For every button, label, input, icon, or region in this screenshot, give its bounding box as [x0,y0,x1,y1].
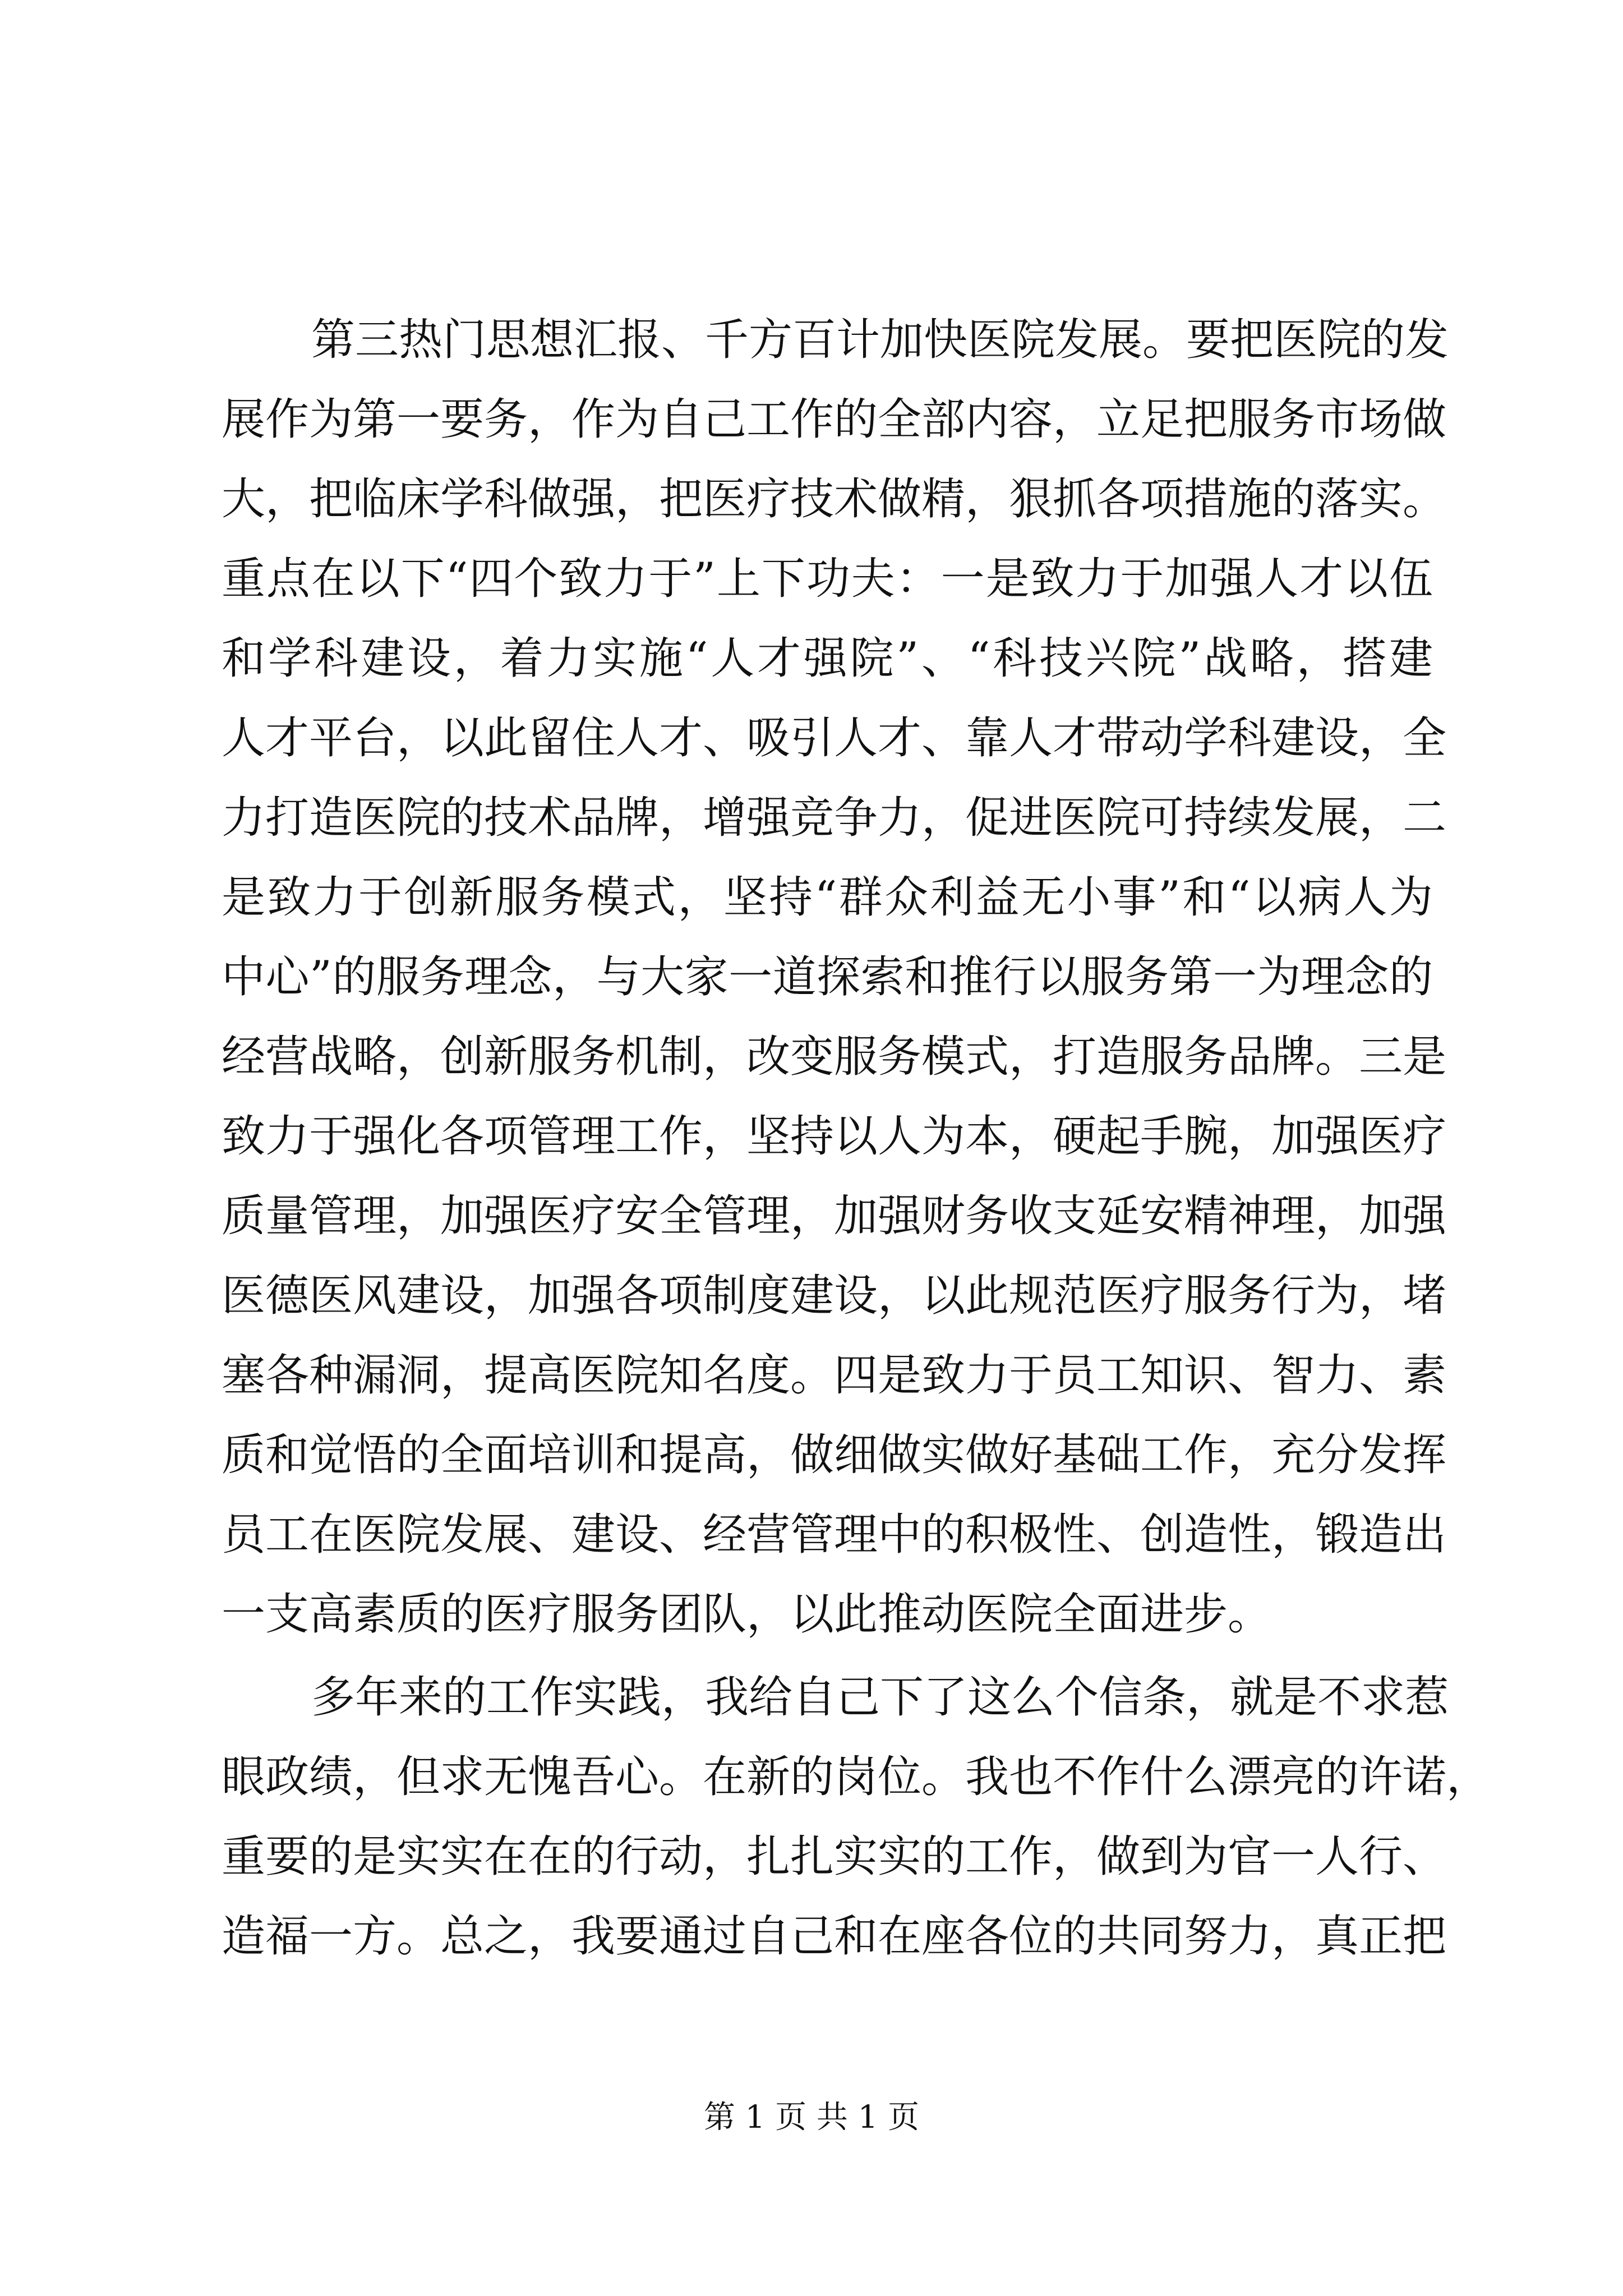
page-number-footer: 第 1 页 共 1 页 [703,2099,920,2136]
text-line: 致力于强化各项管理工作，坚持以人为本，硬起手腕，加强医疗 [222,1111,1447,1162]
text-line: 重点在以下“四个致力于”上下功夫：一是致力于加强人才以伍 [222,554,1433,604]
text-line: 和学科建设，着力实施“人才强院”、“科技兴院”战略，搭建 [222,633,1433,684]
text-line: 大，把临床学科做强，把医疗技术做精，狠抓各项措施的落实。 [222,474,1447,524]
text-line: 人才平台，以此留住人才、吸引人才、靠人才带动学科建设，全 [222,713,1447,763]
text-line: 眼政绩，但求无愧吾心。在新的岗位。我也不作什么漂亮的许诺， [222,1752,1491,1802]
paragraph-1 [222,300,1449,1654]
text-line: 造福一方。总之，我要通过自己和在座各位的共同努力，真正把 [222,1911,1447,1962]
document-body [222,300,1491,1976]
text-line: 多年来的工作实践，我给自己下了这么个信条，就是不求惹 [311,1672,1449,1723]
text-line: 医德医风建设，加强各项制度建设，以此规范医疗服务行为，堵 [222,1271,1447,1321]
text-line: 质量管理，加强医疗安全管理，加强财务收支延安精神理，加强 [222,1191,1447,1241]
paragraph-2 [222,1658,1491,1976]
text-line: 重要的是实实在在的行动，扎扎实实的工作，做到为官一人行、 [222,1832,1447,1882]
text-line: 塞各种漏洞，提高医院知名度。四是致力于员工知识、智力、素 [222,1350,1447,1401]
text-line: 一支高素质的医疗服务团队，以此推动医院全面进步。 [222,1589,1272,1640]
text-line: 员工在医院发展、建设、经营管理中的积极性、创造性，锻造出 [222,1510,1447,1560]
text-line: 经营战略，创新服务机制，改变服务模式，打造服务品牌。三是 [222,1032,1447,1082]
text-line: 质和觉悟的全面培训和提高，做细做实做好基础工作，充分发挥 [222,1430,1447,1480]
text-line: 力打造医院的技术品牌，增强竞争力，促进医院可持续发展，二 [222,793,1447,843]
text-line: 是致力于创新服务模式，坚持“群众利益无小事”和“以病人为 [222,872,1433,923]
text-line: 中心”的服务理念，与大家一道探索和推行以服务第一为理念的 [222,952,1433,1002]
text-line: 展作为第一要务，作为自己工作的全部内容，立足把服务市场做 [222,394,1447,445]
text-line: 第三热门思想汇报、千方百计加快医院发展。要把医院的发 [311,315,1449,365]
